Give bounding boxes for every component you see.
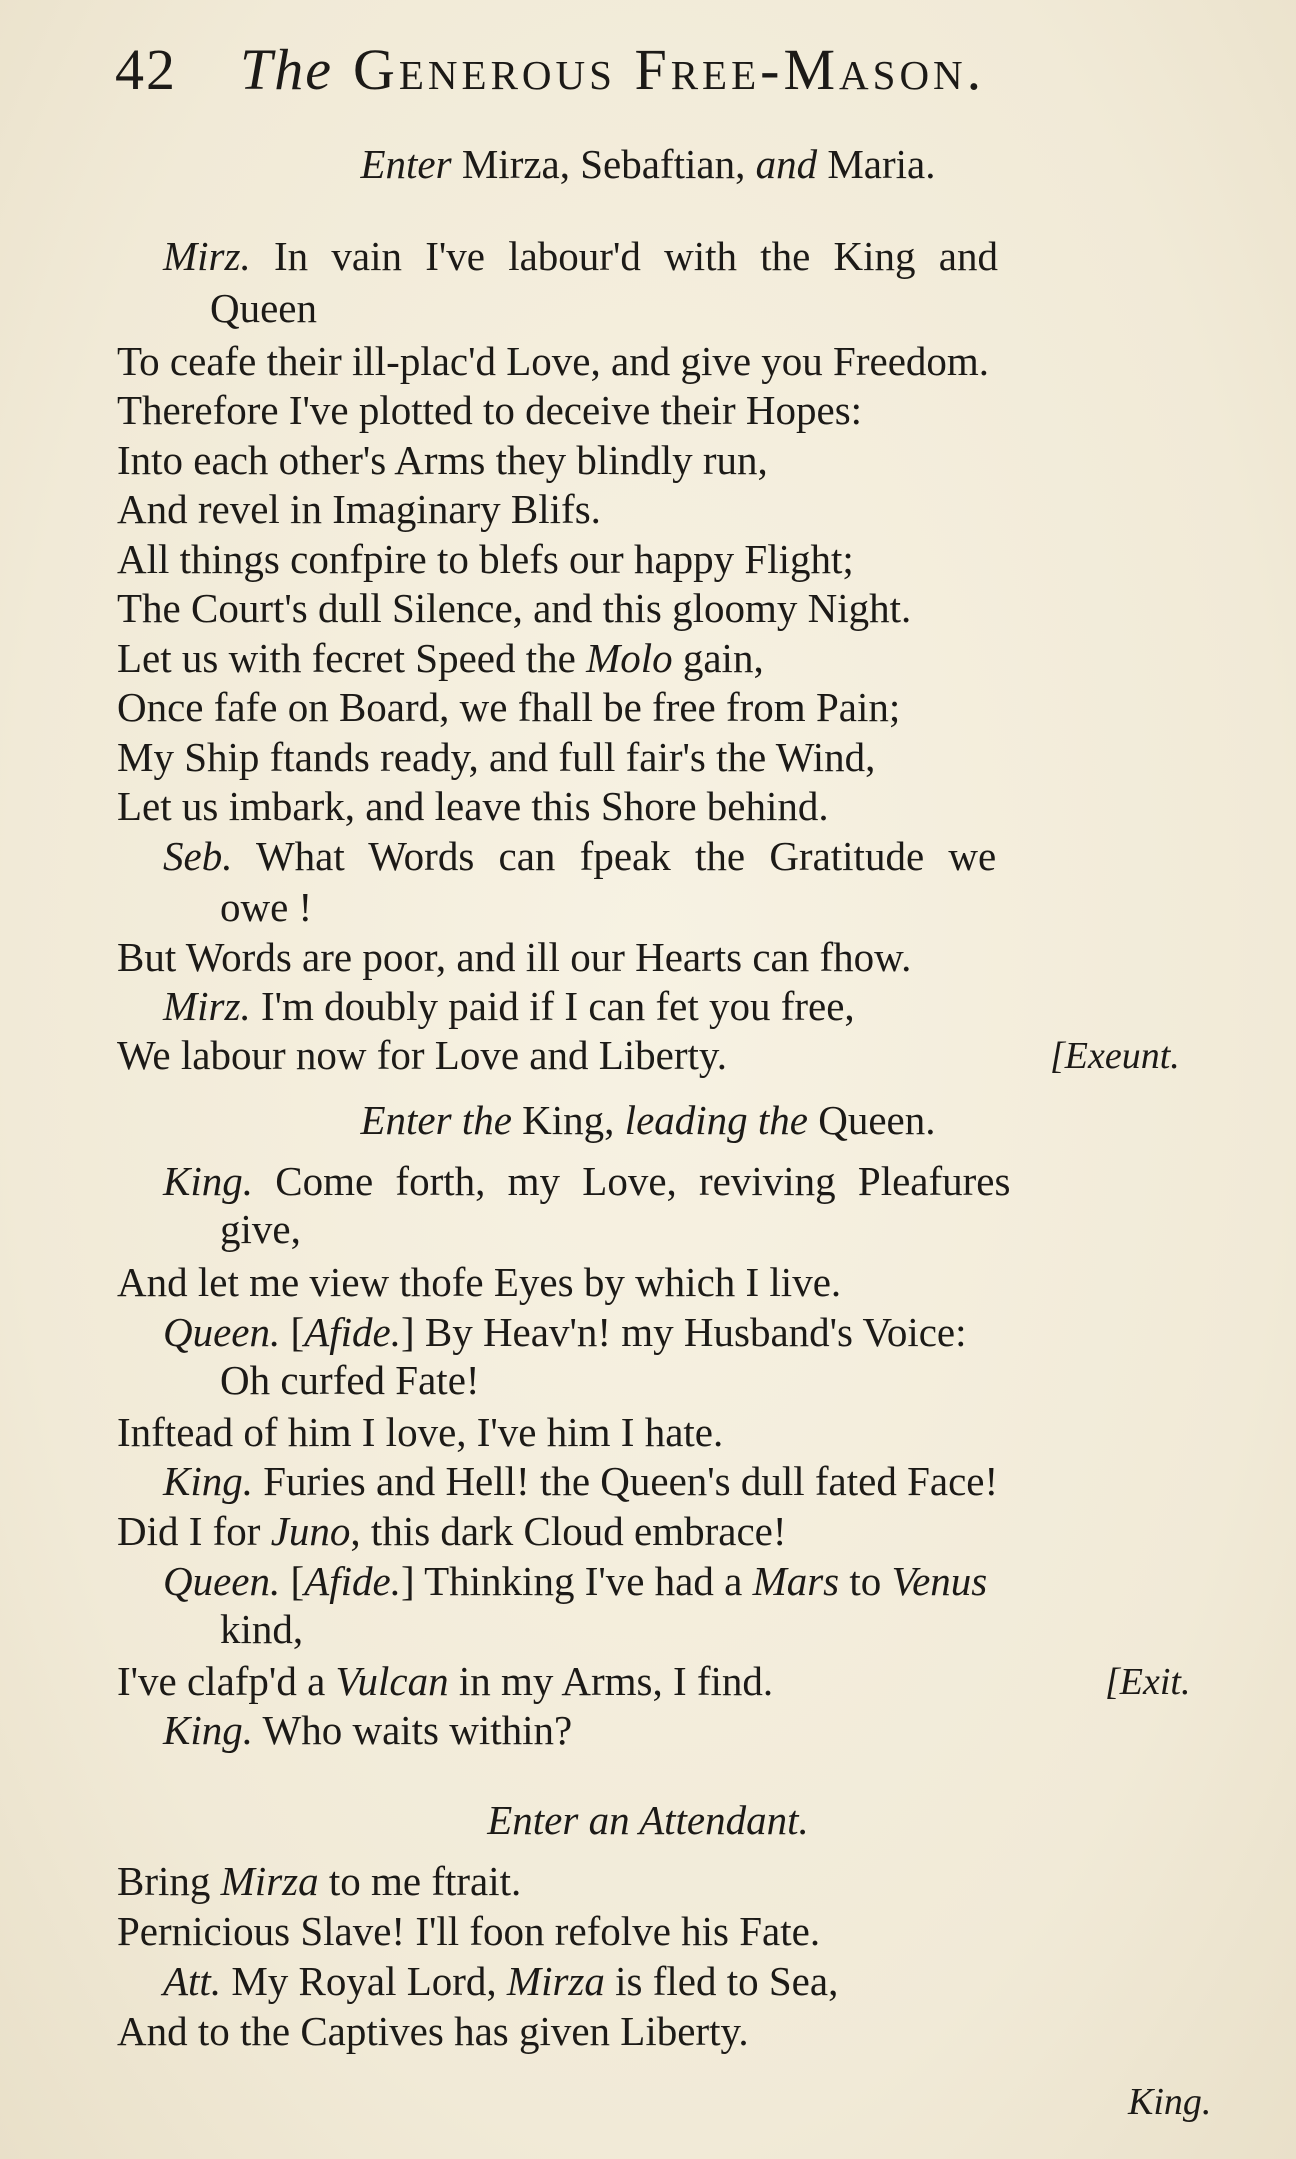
- line-text: gain,: [672, 635, 764, 681]
- verse-line: Pernicious Slave! I'll foon refolve his Fate.: [117, 1908, 821, 1954]
- aside-label: Afide.: [304, 1309, 401, 1355]
- line-text: I'm doubly paid if I can fet you free,: [250, 983, 855, 1029]
- catchword: King.: [1128, 2081, 1212, 2123]
- sd-text: and: [755, 141, 818, 187]
- line-text: I've clafp'd a: [117, 1658, 336, 1704]
- line-text: Mars: [752, 1558, 840, 1604]
- stage-direction: [0, 140, 1296, 188]
- line-text: ] By Heav'n! my Husband's Voice:: [400, 1309, 967, 1355]
- stage-direction: [0, 1096, 1296, 1144]
- line-text: in my Arms, I find.: [448, 1658, 774, 1704]
- line-text: Mirza: [220, 1858, 319, 1904]
- verse-line: kind,: [220, 1606, 304, 1652]
- line-text: My Royal Lord,: [221, 1958, 507, 2004]
- speaker-label: Seb.: [163, 833, 233, 879]
- verse-line: And to the Captives has given Liberty.: [117, 2008, 749, 2054]
- line-text: Molo: [586, 635, 673, 681]
- verse-line: And let me view thofe Eyes by which I live.: [117, 1259, 842, 1305]
- verse-line: [163, 1957, 838, 2005]
- running-title: Generous Free-Mason.: [353, 37, 986, 102]
- verse-line: [163, 1706, 572, 1754]
- sd-text: Enter: [360, 141, 452, 187]
- line-text: [: [280, 1558, 305, 1604]
- line-text: Furies and Hell! the Queen's dull fated Face!: [253, 1458, 999, 1504]
- speaker-label: Att.: [163, 1958, 222, 2004]
- verse-line: [163, 832, 996, 880]
- verse-line: Oh curfed Fate!: [220, 1357, 480, 1403]
- verse-line: To ceafe their ill-plac'd Love, and give you Freedom.: [117, 338, 990, 384]
- running-head: [115, 28, 1215, 108]
- line-text: Did I for: [117, 1508, 271, 1554]
- speaker-label: Mirz.: [163, 983, 251, 1029]
- speaker-label: Mirz.: [163, 233, 251, 279]
- line-text: ] Thinking I've had a: [400, 1558, 753, 1604]
- verse-line: Into each other's Arms they blindly run,: [117, 437, 768, 483]
- exit-direction: [Exeunt.: [1050, 1035, 1180, 1077]
- verse-line: [163, 1308, 967, 1356]
- sd-names: Queen.: [808, 1097, 936, 1143]
- speaker-label: Queen.: [163, 1558, 281, 1604]
- verse-line: [117, 1507, 787, 1555]
- line-text: What Words can fpeak the Gratitude we: [232, 833, 997, 879]
- line-text: Who waits within?: [253, 1707, 573, 1753]
- verse-line: Let us imbark, and leave this Shore behind.: [117, 783, 829, 829]
- line-text: Let us with fecret Speed the: [117, 635, 587, 681]
- stage-direction: Enter an Attendant.: [487, 1797, 809, 1843]
- verse-line: [117, 1857, 521, 1905]
- verse-line: Inftead of him I love, I've him I hate.: [117, 1409, 724, 1455]
- verse-line: [163, 1557, 987, 1605]
- verse-line: We labour now for Love and Liberty.: [117, 1032, 727, 1078]
- verse-line: Therefore I've plotted to deceive their Hopes:: [117, 387, 863, 433]
- line-text: Come forth, my Love, reviving Pleafures: [253, 1158, 1011, 1204]
- verse-line: Once fafe on Board, we fhall be free from Pain;: [117, 684, 901, 730]
- speaker-label: King.: [163, 1707, 253, 1753]
- verse-line: But Words are poor, and ill our Hearts can fhow.: [117, 934, 912, 980]
- verse-line: The Court's dull Silence, and this gloomy Night.: [117, 585, 912, 631]
- sd-text: leading the: [624, 1097, 808, 1143]
- running-title-prefix: The: [240, 37, 333, 102]
- sd-names: Maria.: [817, 141, 936, 187]
- line-text: to: [839, 1558, 892, 1604]
- sd-names: Mirza, Sebaftian,: [451, 141, 756, 187]
- verse-line: [163, 982, 855, 1030]
- line-text: Mirza: [506, 1958, 605, 2004]
- line-text: Venus: [891, 1558, 988, 1604]
- verse-line: And revel in Imaginary Blifs.: [117, 486, 601, 532]
- verse-line: Queen: [210, 285, 318, 331]
- verse-line: [163, 232, 998, 280]
- verse-line: give,: [220, 1206, 301, 1252]
- verse-line: [117, 1657, 773, 1705]
- verse-line: [117, 634, 764, 682]
- line-text: Juno: [270, 1508, 351, 1554]
- page-number: 42: [115, 37, 177, 102]
- line-text: [: [280, 1309, 305, 1355]
- sd-names: King,: [511, 1097, 625, 1143]
- line-text: is fled to Sea,: [604, 1958, 839, 2004]
- verse-line: owe !: [220, 884, 313, 930]
- verse-line: [163, 1457, 998, 1505]
- verse-line: [163, 1157, 1010, 1205]
- line-text: In vain I've labour'd with the King and: [250, 233, 999, 279]
- line-text: , this dark Cloud embrace!: [350, 1508, 787, 1554]
- line-text: Vulcan: [335, 1658, 449, 1704]
- speaker-label: King.: [163, 1158, 253, 1204]
- aside-label: Afide.: [304, 1558, 401, 1604]
- sd-text: Enter the: [360, 1097, 512, 1143]
- line-text: Bring: [117, 1858, 221, 1904]
- speaker-label: King.: [163, 1458, 253, 1504]
- speaker-label: Queen.: [163, 1309, 281, 1355]
- exit-direction: [Exit.: [1105, 1661, 1191, 1703]
- line-text: to me ftrait.: [318, 1858, 522, 1904]
- verse-line: All things confpire to blefs our happy Flight;: [117, 536, 854, 582]
- verse-line: My Ship ftands ready, and full fair's the Wind,: [117, 734, 876, 780]
